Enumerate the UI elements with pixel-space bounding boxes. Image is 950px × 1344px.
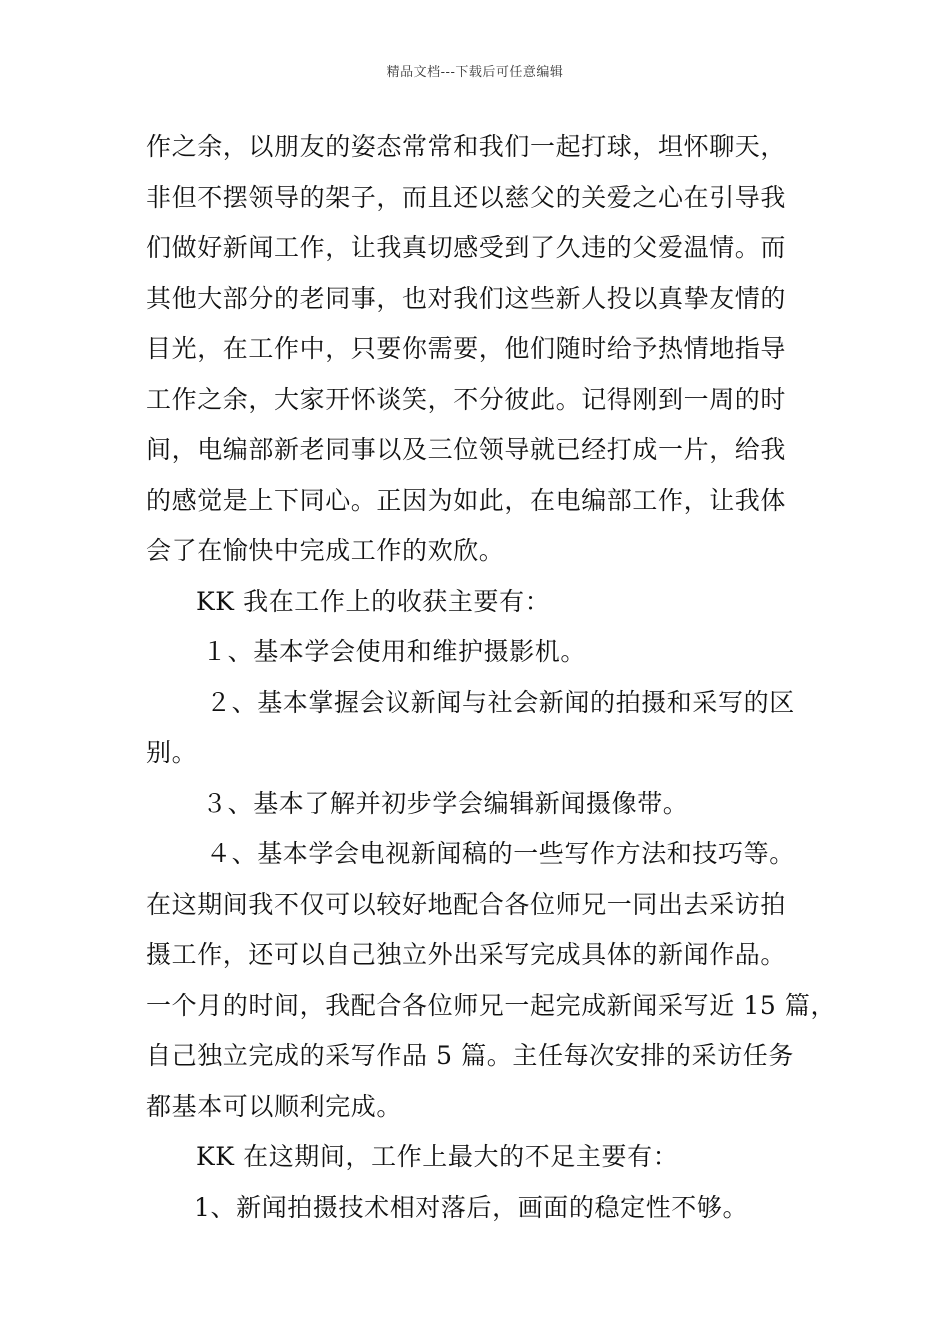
text-line: 一个月的时间，我配合各位师兄一起完成新闻采写近 15 篇，: [146, 990, 837, 1020]
list-item: ４、基本学会电视新闻稿的一些写作方法和技巧等。: [206, 839, 795, 868]
list-item: 1、新闻拍摄技术相对落后，画面的稳定性不够。: [194, 1192, 749, 1222]
section-heading-shortcomings: KK 在这期间，工作上最大的不足主要有：: [196, 1142, 679, 1171]
page-header: 精品文档---下载后可任意编辑: [386, 65, 564, 80]
text-line: 摄工作，还可以自己独立外出采写完成具体的新闻作品。: [146, 940, 787, 969]
text-line: 们做好新闻工作，让我真切感受到了久违的父爱温情。而: [146, 233, 787, 262]
text-line: 其他大部分的老同事，也对我们这些新人投以真挚友情的: [146, 283, 787, 313]
text-line: 作之余，以朋友的姿态常常和我们一起打球，坦怀聊天，: [146, 132, 787, 161]
text-line: 别。: [146, 738, 198, 767]
text-line: 在这期间我不仅可以较好地配合各位师兄一同出去采访拍: [146, 889, 787, 919]
list-item: １、基本学会使用和维护摄影机。: [202, 637, 587, 666]
text-line: 间，电编部新老同事以及三位领导就已经打成一片，给我: [146, 435, 787, 464]
text-line: 非但不摆领导的架子，而且还以慈父的关爱之心在引导我: [146, 182, 787, 212]
text-line: 自己独立完成的采写作品 5 篇。主任每次安排的采访任务: [146, 1041, 795, 1070]
text-line: 都基本可以顺利完成。: [146, 1091, 403, 1121]
text-line: 目光，在工作中，只要你需要，他们随时给予热情地指导: [146, 334, 787, 363]
text-line: 工作之余，大家开怀谈笑，不分彼此。记得刚到一周的时: [146, 384, 787, 414]
list-item: ２、基本掌握会议新闻与社会新闻的拍摄和采写的区: [206, 687, 795, 717]
text-line: 会了在愉快中完成工作的欢欣。: [146, 536, 505, 565]
section-heading-gains: KK 我在工作上的收获主要有：: [196, 586, 551, 616]
document-body: [146, 122, 837, 1233]
list-item: ３、基本了解并初步学会编辑新闻摄像带。: [202, 788, 689, 818]
text-line: 的感觉是上下同心。正因为如此，在电编部工作，让我体: [146, 485, 787, 515]
